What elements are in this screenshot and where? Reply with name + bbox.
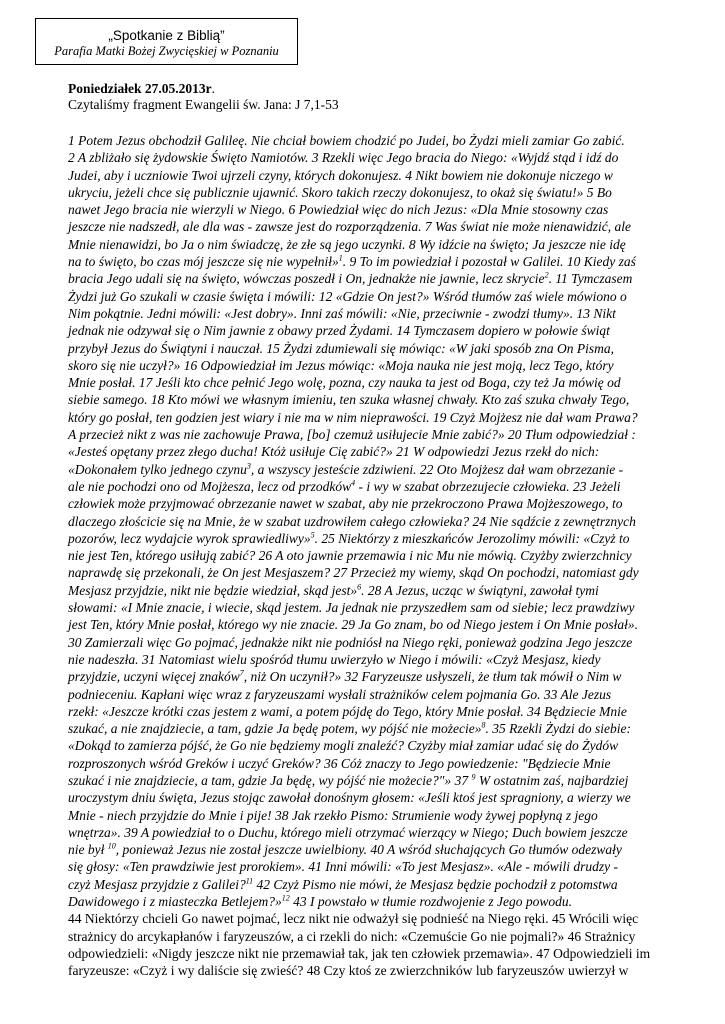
scripture-text-run: dlaczego złościcie się na Mnie, że w szabat uzdrowiłem całego człowieka? 24 Nie sądźcie z zewnętrznych bbox=[68, 513, 636, 529]
scripture-text-run: siebie samego. 18 Kto mówi we własnym imieniu, ten szuka własnej chwały. Kto zaś szuka chwały Tego, bbox=[68, 392, 630, 408]
footnote-marker: 5 bbox=[310, 530, 315, 540]
scripture-line bbox=[68, 616, 688, 633]
scripture-text-run: . 11 Tymczasem bbox=[548, 271, 633, 287]
scripture-line bbox=[68, 409, 688, 426]
scripture-line bbox=[68, 634, 688, 651]
footnote-marker: 11 bbox=[245, 876, 254, 886]
scripture-text-run: jednak nie odzywał się o Nim jawnie z obawy przed Żydami. 14 Tymczasem dopiero w połowie świąt bbox=[68, 323, 610, 339]
scripture-line bbox=[68, 893, 688, 910]
footnote-marker: 8 bbox=[481, 720, 486, 730]
scripture-text-run: się głosy: «Ten prawdziwie jest prorokiem». 41 Inni mówili: «To jest Mesjasz». «Ale - mówili drudzy - bbox=[68, 859, 618, 875]
scripture-line bbox=[68, 789, 688, 806]
scripture-text-run: wnętrza». 39 A powiedział to o Duchu, którego mieli otrzymać wierzący w Niego; Duch bowiem jeszcze bbox=[68, 824, 628, 840]
scripture-line bbox=[68, 322, 688, 339]
footnote-marker: 2 bbox=[544, 270, 549, 280]
scripture-line bbox=[68, 374, 688, 391]
parish-header-box bbox=[35, 18, 298, 65]
scripture-text-run: skoro się nie uczył?» 16 Odpowiedział im Jezus mówiąc: «Moja nauka nie jest moją, lecz Tego, który bbox=[68, 357, 614, 373]
scripture-text-run: . 35 Rzekli Żydzi do siebie: bbox=[485, 721, 632, 737]
scripture-text-run: szukać, a nie znajdziecie, a tam, gdzie Ja będę potem, wy pójść nie możecie» bbox=[68, 721, 482, 737]
scripture-line bbox=[68, 253, 688, 270]
scripture-line bbox=[68, 495, 688, 512]
scripture-line bbox=[68, 132, 688, 149]
scripture-line bbox=[68, 167, 688, 184]
scripture-text-run: Mnie - niech przyjdzie do Mnie i pije! 38 Jak rzekło Pismo: Strumienie wody żywej popłyną z jego bbox=[68, 807, 598, 823]
scripture-line bbox=[68, 824, 688, 841]
scripture-text-run: nie nadeszła. 31 Natomiast wielu spośród tłumu uwierzyło w Niego i mówili: «Czyż Mesjasz, kiedy bbox=[68, 651, 601, 667]
scripture-line bbox=[68, 841, 688, 858]
scripture-text-run: odpowiedzieli: «Nigdy jeszcze nikt nie przemawiał tak, jak ten człowiek przemawia». 47 Odpowiedzieli im bbox=[68, 945, 651, 961]
scripture-text-run: Mnie posłał. 17 Jeśli kto chce pełnić Jego wolę, pozna, czy nauka ta jest od Boga, czy też Ja mówię od bbox=[68, 375, 621, 391]
scripture-text-run: nie był bbox=[68, 842, 108, 858]
reading-reference: Czytaliśmy fragment Ewangelii św. Jana: J 7,1-53 bbox=[68, 97, 339, 112]
scripture-line bbox=[68, 443, 688, 460]
scripture-text-run: «Dokąd to zamierza pójść, że Go nie będziemy mogli znaleźć? Czyżby miał zamiar udać się do Żydów bbox=[68, 738, 619, 754]
scripture-text-run: . 9 To im powiedział i pozostał w Galilei. 10 Kiedy zaś bbox=[342, 254, 636, 270]
scripture-line bbox=[68, 340, 688, 357]
scripture-text-run: jeszcze nie nadszedł, ale dla was - zawsze jest do rozporządzenia. 7 Was świat nie może nienawidzić, ale bbox=[68, 219, 631, 235]
scripture-text-run: - i wy w szabat obrzezujecie człowieka. 23 Jeżeli bbox=[355, 478, 621, 494]
scripture-text-run: podnieceniu. Kapłani więc wraz z faryzeuszami wysłali strażników celem pojmania Go. 33 Ale Jezus bbox=[68, 686, 612, 702]
footnote-marker: 9 bbox=[471, 772, 476, 782]
scripture-line bbox=[68, 184, 688, 201]
scripture-line bbox=[68, 737, 688, 754]
footnote-marker: 6 bbox=[357, 582, 362, 592]
scripture-line bbox=[68, 149, 688, 166]
scripture-text-run: ale nie pochodzi ono od Mojżesza, lecz od przodków bbox=[68, 478, 352, 494]
scripture-text-run: rozproszonych wśród Greków i uczyć Greków? 36 Cóż znaczy to Jego powiedzenie: "Będziecie Mnie bbox=[68, 755, 611, 771]
scripture-text-run: rzekł: «Jeszcze krótki czas jestem z wami, a potem pójdę do Tego, który Mnie posłał. 34 Będziecie Mnie bbox=[68, 703, 627, 719]
scripture-line bbox=[68, 236, 688, 253]
scripture-text-run: Nim pokątnie. Jedni mówili: «Jest dobry». Inni zaś mówili: «Nie, przeciwnie - zwodzi tłumy». 13 Nikt bbox=[68, 305, 616, 321]
scripture-line bbox=[68, 962, 688, 979]
scripture-line bbox=[68, 910, 688, 927]
scripture-text-run: Żydzi już Go szukali w czasie święta i mówili: 12 «Gdzie On jest?» Wśród tłumów zaś wiele mówiono o bbox=[68, 288, 627, 304]
scripture-line bbox=[68, 270, 688, 287]
scripture-text-run: 42 Czyż Pismo nie mówi, że Mesjasz będzie pochodził z potomstwa bbox=[253, 876, 618, 892]
scripture-line bbox=[68, 530, 688, 547]
scripture-line bbox=[68, 461, 688, 478]
scripture-text-run: uroczystym dniu święta, Jezus stojąc zawołał donośnym głosem: «Jeśli ktoś jest spragniony, a wierzy we bbox=[68, 790, 631, 806]
footnote-marker: 10 bbox=[107, 841, 116, 851]
scripture-line bbox=[68, 426, 688, 443]
footnote-marker: 7 bbox=[239, 668, 244, 678]
scripture-line bbox=[68, 547, 688, 564]
scripture-text-run: Judei, aby i uczniowie Twoi ujrzeli czyny, których dokonujesz. 4 Nikt bowiem nie dokonuje niczego w bbox=[68, 167, 613, 183]
meeting-date-label: Poniedziałek 27.05.2013r bbox=[68, 81, 212, 96]
scripture-line bbox=[68, 218, 688, 235]
scripture-text-run: «Dokonałem tylko jednego czynu bbox=[68, 461, 247, 477]
scripture-line bbox=[68, 807, 688, 824]
scripture-text-run: . 28 A Jezus, ucząc w świątyni, zawołał tymi bbox=[361, 582, 599, 598]
scripture-text-run: Mesjasz przyjdzie, nikt nie będzie wiedział, skąd jest» bbox=[68, 582, 358, 598]
scripture-line bbox=[68, 582, 688, 599]
meeting-date-suffix: . bbox=[211, 81, 215, 96]
scripture-line bbox=[68, 755, 688, 772]
scripture-text-run: bracia Jego udali się na święto, wówczas poszedł i On, jednakże nie jawnie, lecz skrycie bbox=[68, 271, 545, 287]
scripture-line bbox=[68, 668, 688, 685]
footnote-marker: 4 bbox=[351, 478, 356, 488]
scripture-line bbox=[68, 858, 688, 875]
scripture-line bbox=[68, 876, 688, 893]
scripture-line bbox=[68, 564, 688, 581]
scripture-line bbox=[68, 357, 688, 374]
scripture-text-run: na to święto, bo czas mój jeszcze się nie wypełnił» bbox=[68, 254, 339, 270]
scripture-text bbox=[68, 132, 688, 980]
scripture-text-run: faryzeusze: «Czyż i wy daliście się zwieść? 48 Czy ktoś ze zwierzchników lub faryzeuszów uwierzył w bbox=[68, 963, 629, 979]
scripture-text-run: strażnicy do arcykapłanów i faryzeuszów, a ci rzekli do nich: «Czemuście Go nie pojmali?» 46 Strażnicy bbox=[68, 928, 636, 944]
scripture-line bbox=[68, 288, 688, 305]
scripture-line bbox=[68, 703, 688, 720]
scripture-line bbox=[68, 201, 688, 218]
scripture-line bbox=[68, 686, 688, 703]
scripture-line bbox=[68, 928, 688, 945]
scripture-text-run: przybył Jezus do Świątyni i nauczał. 15 Żydzi zdumiewali się mówiąc: «W jaki sposób zna On Pisma, bbox=[68, 340, 614, 356]
scripture-line bbox=[68, 720, 688, 737]
scripture-text-run: nie jest Ten, którego usiłują zabić? 26 A oto jawnie przemawia i nic Mu nie mówią. Czyżby zwierzchnicy bbox=[68, 548, 632, 564]
scripture-text-run: A przecież nikt z was nie zachowuje Prawa, [bo] czemuż usiłujecie Mnie zabić?» 20 Tłum odpowiedział : bbox=[68, 427, 636, 443]
scripture-text-run: 1 Potem Jezus obchodził Galileę. Nie chciał bowiem chodzić po Judei, bo Żydzi mieli zamiar Go zabić. bbox=[68, 133, 625, 148]
footnote-marker: 1 bbox=[338, 253, 343, 263]
scripture-text-run: 43 I powstało w tłumie rozdwojenie z Jego powodu. bbox=[289, 894, 572, 910]
scripture-line bbox=[68, 945, 688, 962]
scripture-text-run: , niż On uczynił?» 32 Faryzeusze usłyszeli, że tłum tak mówił o Nim w bbox=[243, 669, 622, 685]
scripture-text-run: przyjdzie, uczyni więcej znaków bbox=[68, 669, 240, 685]
scripture-line bbox=[68, 391, 688, 408]
scripture-text-run: Mnie nienawidzi, bo Ja o nim świadczę, że złe są jego uczynki. 8 Wy idźcie na święto; Ja jeszcze nie idę bbox=[68, 236, 626, 252]
scripture-text-run: W ostatnim zaś, najbardziej bbox=[475, 772, 629, 788]
footnote-marker: 12 bbox=[281, 893, 290, 903]
scripture-text-run: szukać i nie znajdziecie, a tam, gdzie Ja będę, wy pójść nie możecie?"» 37 bbox=[68, 772, 472, 788]
scripture-line bbox=[68, 651, 688, 668]
scripture-text-run: «Jesteś opętany przez złego ducha! Któż usiłuje Cię zabić?» 21 W odpowiedzi Jezus rzekł do nich: bbox=[68, 444, 600, 460]
scripture-text-run: który go posłał, ten godzien jest wiary i nie ma w nim nieprawości. 19 Czyż Mojżesz nie dał wam Prawa? bbox=[68, 409, 638, 425]
scripture-text-run: 2 A zbliżało się żydowskie Święto Namiotów. 3 Rzekli więc Jego bracia do Niego: «Wyjdź stąd i idź do bbox=[68, 150, 619, 166]
header-subtitle: Parafia Matki Bożej Zwycięskiej w Poznaniu bbox=[54, 44, 279, 58]
scripture-text-run: jest Ten, który Mnie posłał, którego wy nie znacie. 29 Ja Go znam, bo od Niego jestem i On Mnie posłał». bbox=[68, 617, 639, 633]
scripture-text-run: pozorów, lecz wydajcie wyrok sprawiedliwy» bbox=[68, 530, 311, 546]
scripture-text-run: nawet Jego bracia nie wierzyli w Niego. 6 Powiedział więc do nich Jezus: «Dla Mnie stosowny czas bbox=[68, 202, 609, 218]
scripture-text-run: , ponieważ Jezus nie został jeszcze uwielbiony. 40 A wśród słuchających Go tłumów odezwały bbox=[115, 842, 622, 858]
scripture-text-run: słowami: «I Mnie znacie, i wiecie, skąd jestem. Ja jednak nie przyszedłem sam od siebie; lecz prawdziwy bbox=[68, 600, 635, 616]
scripture-line bbox=[68, 305, 688, 322]
scripture-text-run: ukryciu, jeżeli chce się publicznie ujawnić. Skoro takich rzeczy dokonujesz, to okaż się światu!» 5 Bo bbox=[68, 184, 612, 200]
scripture-text-run: czyż Mesjasz przyjdzie z Galilei? bbox=[68, 876, 246, 892]
scripture-line bbox=[68, 599, 688, 616]
footnote-marker: 3 bbox=[246, 461, 251, 471]
header-title: „Spotkanie z Biblią” bbox=[108, 28, 225, 43]
scripture-text-run: człowiek może przyjmować obrzezanie nawet w szabat, aby nie przekroczono Prawa Mojżeszowego, to bbox=[68, 496, 623, 512]
scripture-line bbox=[68, 772, 688, 789]
scripture-text-run: naprawdę się przekonali, że On jest Mesjaszem? 27 Przecież my wiemy, skąd On pochodzi, natomiast gdy bbox=[68, 565, 639, 581]
scripture-text-run: Dawidowego i z miasteczka Betlejem?» bbox=[68, 894, 282, 910]
scripture-text-run: . 25 Niektórzy z mieszkańców Jerozolimy mówili: «Czyż to bbox=[314, 530, 630, 546]
scripture-line bbox=[68, 513, 688, 530]
scripture-text-run: , a wszyscy jesteście zdziwieni. 22 Oto Mojżesz dał wam obrzezanie - bbox=[250, 461, 624, 477]
scripture-text-run: 44 Niektórzy chcieli Go nawet pojmać, lecz nikt nie odważył się podnieść na Niego ręki. 45 Wrócili więc bbox=[68, 911, 639, 927]
scripture-line bbox=[68, 478, 688, 495]
scripture-text-run: 30 Zamierzali więc Go pojmać, jednakże nikt nie podniósł na Niego ręki, ponieważ godzina Jego jeszcze bbox=[68, 634, 633, 650]
